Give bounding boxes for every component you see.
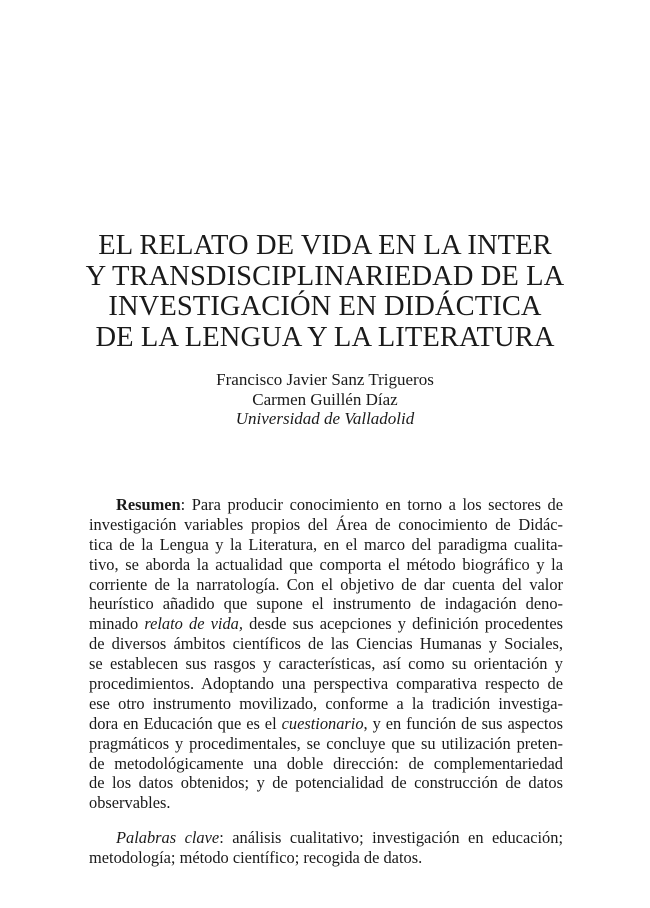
paper-title <box>60 231 590 353</box>
abstract-line: Resumen: Para producir conocimiento en torno a los sectores de <box>116 495 563 514</box>
abstract-label: Resumen <box>116 495 181 514</box>
abstract <box>89 495 563 813</box>
abstract-line: de metodológicamente una doble dirección: de complementariedad <box>89 753 563 773</box>
author-affiliation: Universidad de Valladolid <box>235 409 415 428</box>
keywords <box>89 828 563 868</box>
keywords-line: metodología; método científico; recogida de datos. <box>89 848 423 867</box>
keywords-label: Palabras clave <box>116 828 220 847</box>
keywords-line: Palabras clave: análisis cualitativo; investigación en educación; <box>116 828 564 847</box>
abstract-line: tica de la Lengua y la Literatura, en el marco del paradigma cualita- <box>89 534 563 554</box>
title-line: DE LA LENGUA Y LA LITERATURA <box>95 321 555 353</box>
title-line: EL RELATO DE VIDA EN LA INTER <box>98 230 552 261</box>
abstract-line: heurístico añadido que supone el instrumento de indagación deno- <box>89 594 563 614</box>
abstract-line: se establecen sus rasgos y características, así como su orientación y <box>89 654 563 674</box>
abstract-line: investigación variables propios del Área de conocimiento de Didác- <box>89 514 563 534</box>
abstract-line: dora en Educación que es el cuestionario, y en función de sus aspectos <box>89 713 563 733</box>
abstract-line: de los datos obtenidos; y de potencialidad de construcción de datos <box>89 773 563 793</box>
abstract-line: tivo, se aborda la actualidad que comporta el método biográfico y la <box>89 554 563 574</box>
abstract-line: minado relato de vida, desde sus acepciones y definición procedentes <box>89 614 564 634</box>
title-line: INVESTIGACIÓN EN DIDÁCTICA <box>108 291 542 322</box>
italic-term: relato de vida, <box>144 614 243 634</box>
author-name: Carmen Guillén Díaz <box>252 389 398 409</box>
italic-term: cuestionario <box>281 713 364 733</box>
abstract-line: ese otro instrumento movilizado, conforme a la tradición investiga- <box>89 693 563 713</box>
title-line: Y TRANSDISCIPLINARIEDAD DE LA <box>85 260 565 292</box>
abstract-line: procedimientos. Adoptando una perspectiva comparativa respecto de <box>89 674 563 694</box>
abstract-line: observables. <box>89 793 171 813</box>
author-name: Francisco Javier Sanz Trigueros <box>216 370 434 389</box>
abstract-line: corriente de la narratología. Con el objetivo de dar cuenta del valor <box>89 574 563 594</box>
author-block <box>100 370 550 429</box>
abstract-line: de diversos ámbitos científicos de las Ciencias Humanas y Sociales, <box>89 634 563 654</box>
abstract-line: pragmáticos y procedimentales, se concluye que su utilización preten- <box>89 733 563 753</box>
